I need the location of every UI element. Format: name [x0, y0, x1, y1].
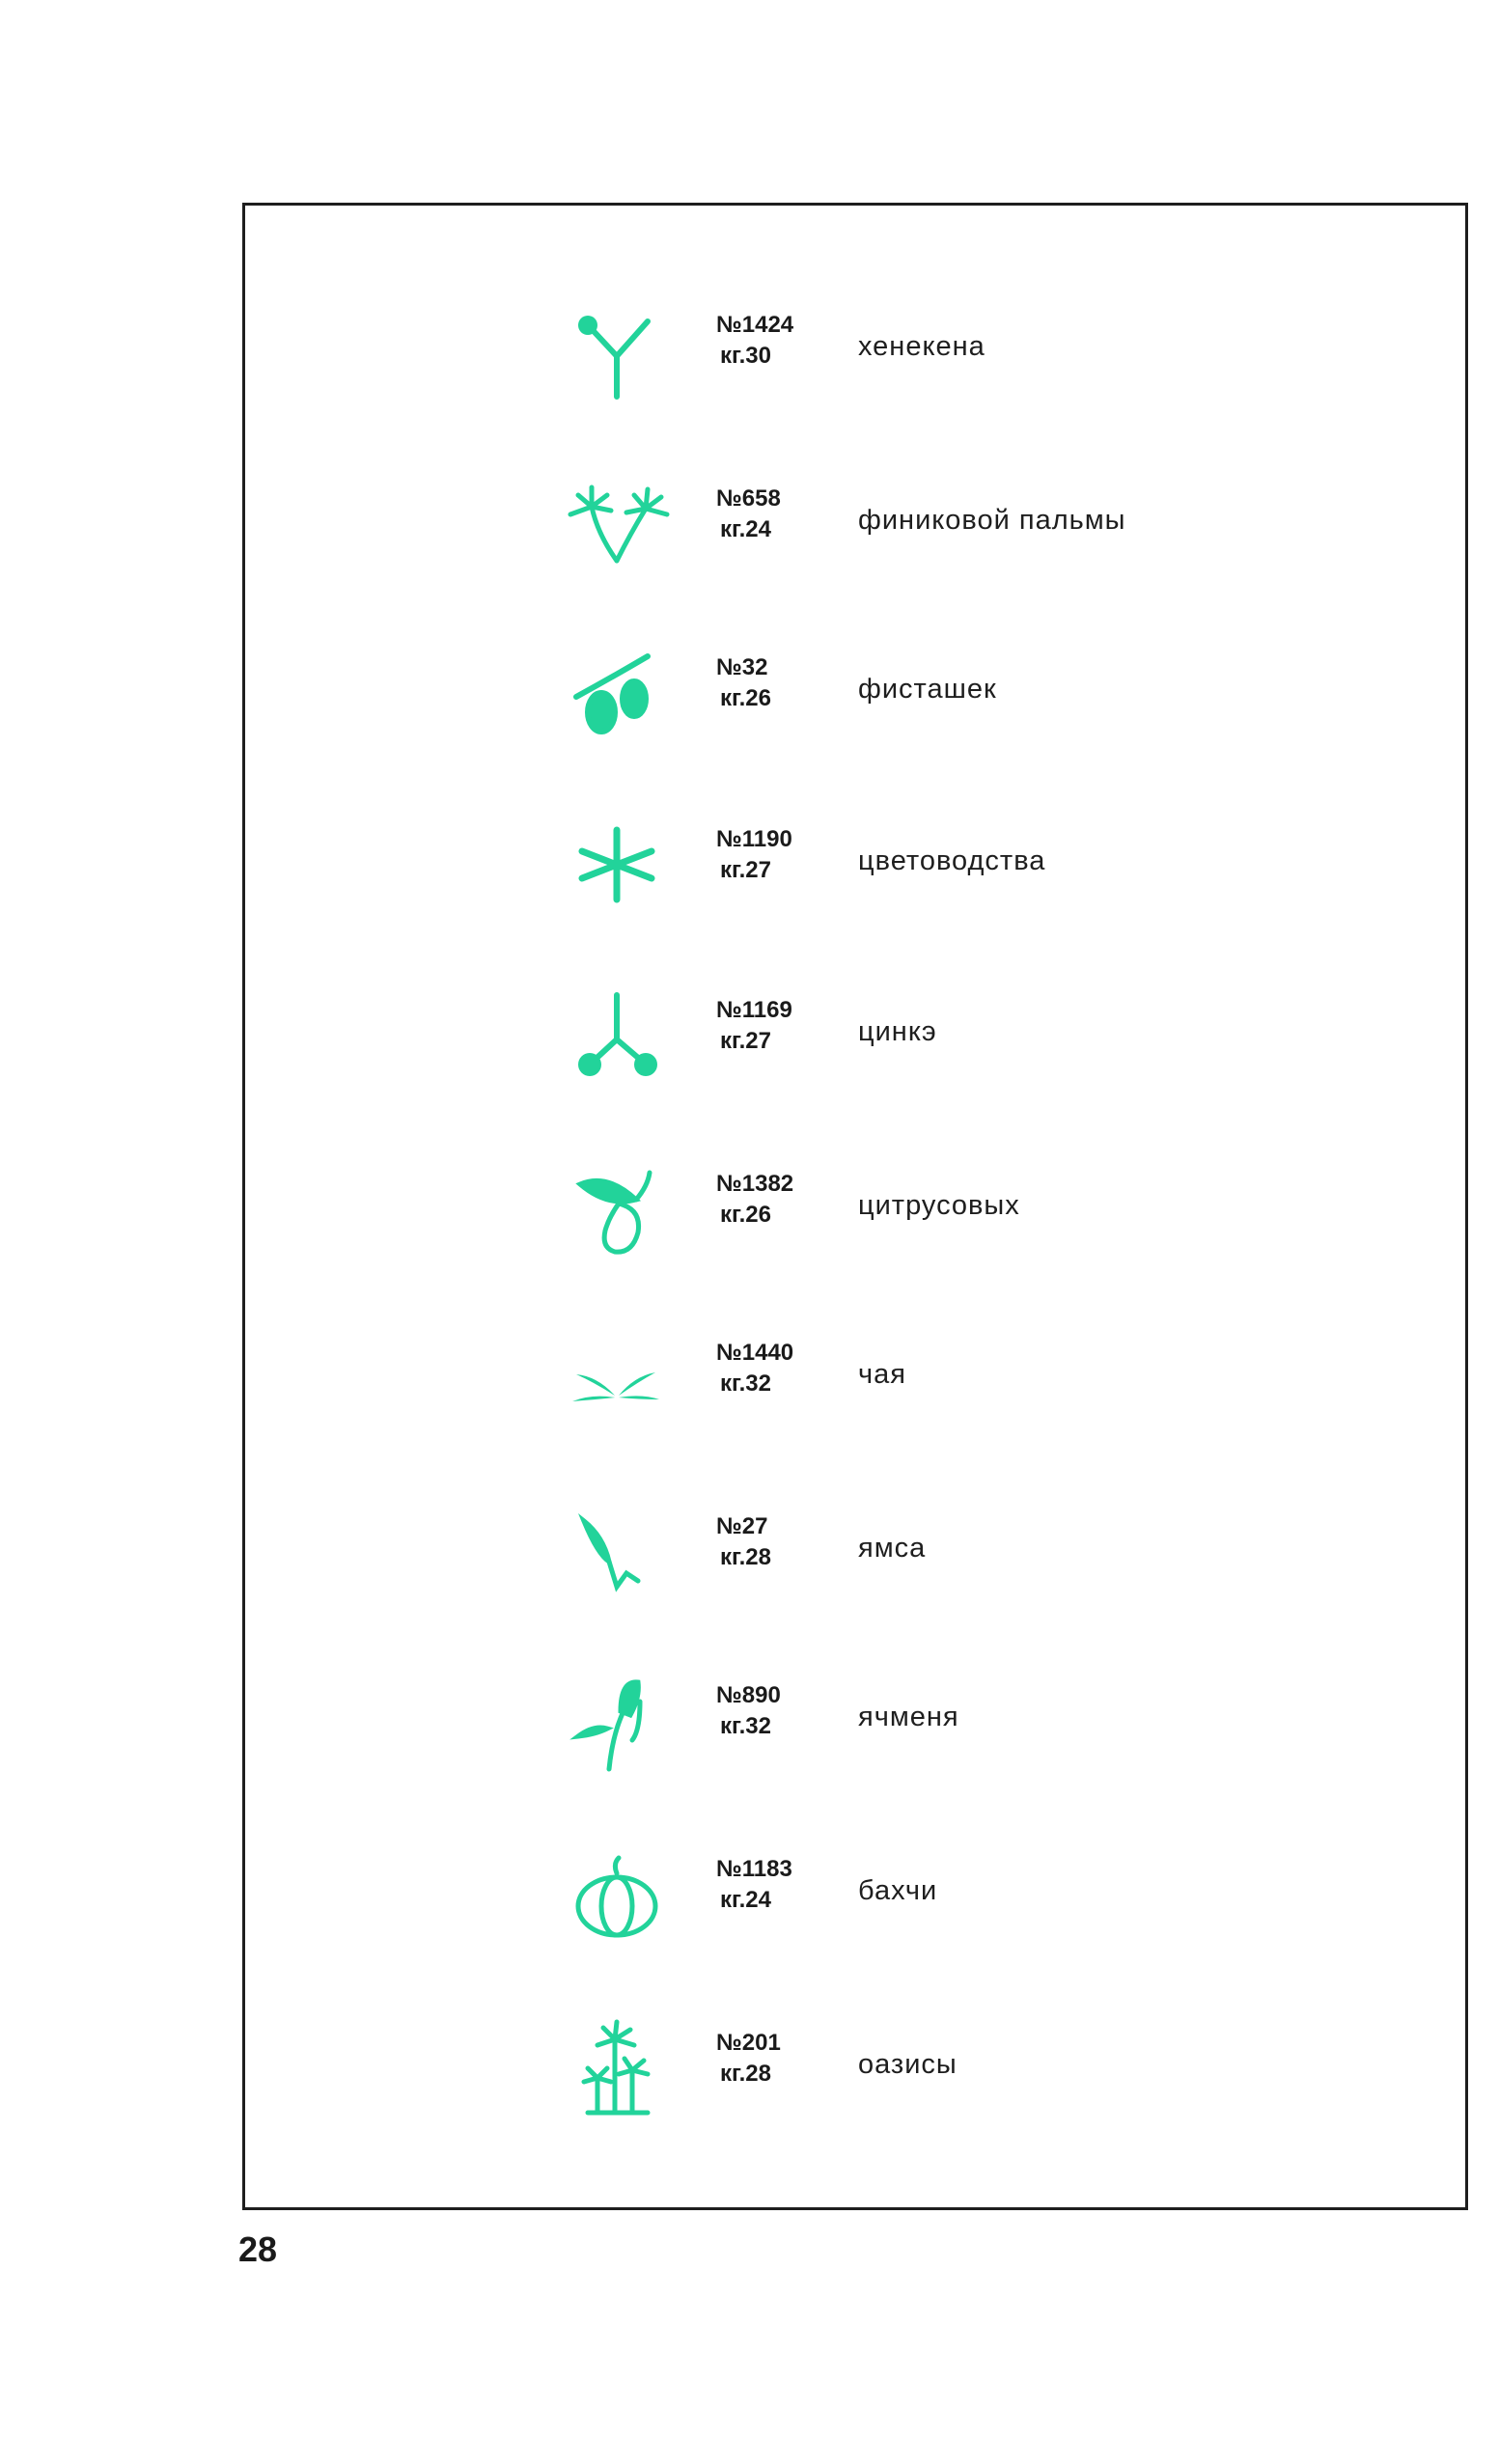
item-code — [716, 652, 822, 714]
page-number: 28 — [238, 2229, 278, 2269]
catalog-number: №658 — [716, 485, 781, 512]
pistachio-icon — [559, 635, 675, 751]
size-kg: кг.27 — [720, 1028, 771, 1054]
catalog-number: №1382 — [716, 1171, 794, 1197]
item-code — [716, 1338, 822, 1399]
entry-label: ямса — [858, 1533, 927, 1564]
item-code — [716, 2028, 822, 2090]
size-kg: кг.28 — [720, 2061, 771, 2087]
tea-icon — [559, 1320, 675, 1436]
size-kg: кг.32 — [720, 1370, 771, 1397]
size-kg: кг.30 — [720, 343, 771, 369]
item-code — [716, 310, 822, 372]
legend-row — [245, 1142, 1465, 1277]
entry-label: хенекена — [858, 331, 985, 362]
entry-label: оазисы — [858, 2049, 958, 2080]
item-code — [716, 1169, 822, 1231]
item-code — [716, 1854, 822, 1916]
catalog-number: №1169 — [716, 997, 792, 1023]
catalog-number: №32 — [716, 654, 768, 680]
item-code — [716, 1680, 822, 1742]
oasis-icon — [559, 2010, 675, 2126]
item-code — [716, 1511, 822, 1573]
catalog-number: №1424 — [716, 312, 794, 338]
item-code — [716, 824, 822, 886]
catalog-number: №1183 — [716, 1856, 792, 1882]
entry-label: цинкэ — [858, 1016, 937, 1047]
legend-row — [245, 283, 1465, 418]
legend-frame — [242, 203, 1468, 2210]
legend-row — [245, 968, 1465, 1103]
entry-label: цветоводства — [858, 845, 1046, 876]
henequen-icon — [559, 292, 675, 408]
catalog-number: №890 — [716, 1682, 781, 1708]
legend-row — [245, 1484, 1465, 1620]
yam-icon — [559, 1494, 675, 1610]
catalog-number: №201 — [716, 2030, 781, 2056]
date-palm-icon — [559, 466, 675, 582]
entry-label: финиковой пальмы — [858, 505, 1126, 536]
size-kg: кг.26 — [720, 685, 771, 711]
cinchona-icon — [559, 978, 675, 1094]
legend-row — [245, 625, 1465, 761]
entry-label: цитрусовых — [858, 1190, 1020, 1221]
catalog-number: №1190 — [716, 826, 792, 852]
legend-row — [245, 457, 1465, 592]
entry-label: чая — [858, 1359, 906, 1390]
size-kg: кг.28 — [720, 1544, 771, 1570]
item-code — [716, 484, 822, 545]
catalog-number: №1440 — [716, 1340, 794, 1366]
size-kg: кг.26 — [720, 1202, 771, 1228]
floriculture-icon — [559, 807, 675, 923]
legend-row — [245, 1653, 1465, 1788]
size-kg: кг.32 — [720, 1713, 771, 1739]
item-code — [716, 995, 822, 1057]
size-kg: кг.24 — [720, 516, 771, 542]
entry-label: бахчи — [858, 1875, 938, 1906]
barley-icon — [559, 1663, 675, 1779]
citrus-icon — [559, 1151, 675, 1267]
legend-row — [245, 1311, 1465, 1446]
catalog-number: №27 — [716, 1513, 768, 1539]
size-kg: кг.27 — [720, 857, 771, 883]
legend-row — [245, 797, 1465, 932]
melon-icon — [559, 1837, 675, 1952]
entry-label: ячменя — [858, 1702, 959, 1732]
legend-row — [245, 1827, 1465, 1962]
legend-row — [245, 2001, 1465, 2136]
size-kg: кг.24 — [720, 1887, 771, 1913]
entry-label: фисташек — [858, 674, 997, 705]
